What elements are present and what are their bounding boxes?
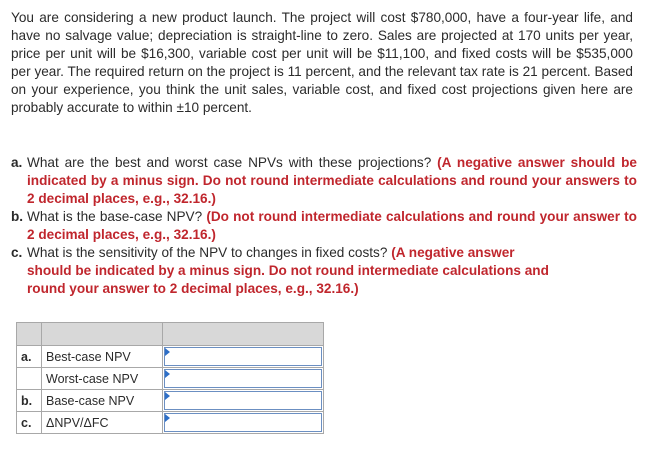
answer-cell xyxy=(163,346,324,368)
row-label: Base-case NPV xyxy=(42,390,163,412)
answer-table-header xyxy=(17,323,324,346)
table-row xyxy=(17,390,324,412)
question-b xyxy=(11,208,637,244)
row-label: Best-case NPV xyxy=(42,346,163,368)
question-letter: a. xyxy=(11,155,23,170)
answer-cell xyxy=(163,390,324,412)
answer-table xyxy=(16,322,324,434)
header-cell xyxy=(163,323,324,346)
table-row xyxy=(17,368,324,390)
question-instruction: (Do not round intermediate calculations and round your answer to 2 decimal places, e.g., 32.16.) xyxy=(27,209,637,242)
question-letter: b. xyxy=(11,209,24,224)
input-marker-icon xyxy=(165,370,170,378)
row-letter: b. xyxy=(17,390,42,412)
problem-intro: You are considering a new product launch. The project will cost $780,000, have a four-year life, and have no salvage value; depreciation is straight-line to zero. Sales are projected at 170 units per year, price per unit will be $16,300, variable cost per unit will be $11,100, and fixed costs will be $535,000 per year. The required return on the project is 11 percent, and the relevant tax rate is 21 percent. Based on your experience, you think the unit sales, variable cost, and fixed cost projections given here are probably accurate to within ±10 percent. xyxy=(11,10,633,115)
answer-cell xyxy=(163,368,324,390)
npv-fixed-cost-sensitivity-input[interactable] xyxy=(164,413,322,432)
question-c xyxy=(11,244,551,298)
row-label: ΔNPV/ΔFC xyxy=(42,412,163,434)
base-case-npv-input[interactable] xyxy=(164,391,322,410)
header-cell xyxy=(17,323,42,346)
question-letter: c. xyxy=(11,245,23,260)
question-instruction: (A negative answer should be indicated by a minus sign. Do not round intermediate calculations and round your answers to 2 decimal places, e.g., 32.16.) xyxy=(27,155,637,206)
row-letter: c. xyxy=(17,412,42,434)
worst-case-npv-input[interactable] xyxy=(164,369,322,388)
header-cell xyxy=(42,323,163,346)
input-marker-icon xyxy=(165,414,170,422)
input-marker-icon xyxy=(165,392,170,400)
question-text: What are the best and worst case NPVs with these projections? xyxy=(27,155,438,170)
table-row xyxy=(17,346,324,368)
question-instruction: (A negative answer should be indicated by a minus sign. Do not round intermediate calculations and round your answer to 2 decimal places, e.g., 32.16.) xyxy=(27,245,549,296)
row-letter xyxy=(17,368,42,390)
question-text: What is the base-case NPV? xyxy=(27,209,207,224)
row-letter: a. xyxy=(17,346,42,368)
input-marker-icon xyxy=(165,348,170,356)
answer-cell xyxy=(163,412,324,434)
question-text: What is the sensitivity of the NPV to changes in fixed costs? xyxy=(27,245,392,260)
question-a xyxy=(11,154,637,208)
table-row xyxy=(17,412,324,434)
best-case-npv-input[interactable] xyxy=(164,347,322,366)
row-label: Worst-case NPV xyxy=(42,368,163,390)
